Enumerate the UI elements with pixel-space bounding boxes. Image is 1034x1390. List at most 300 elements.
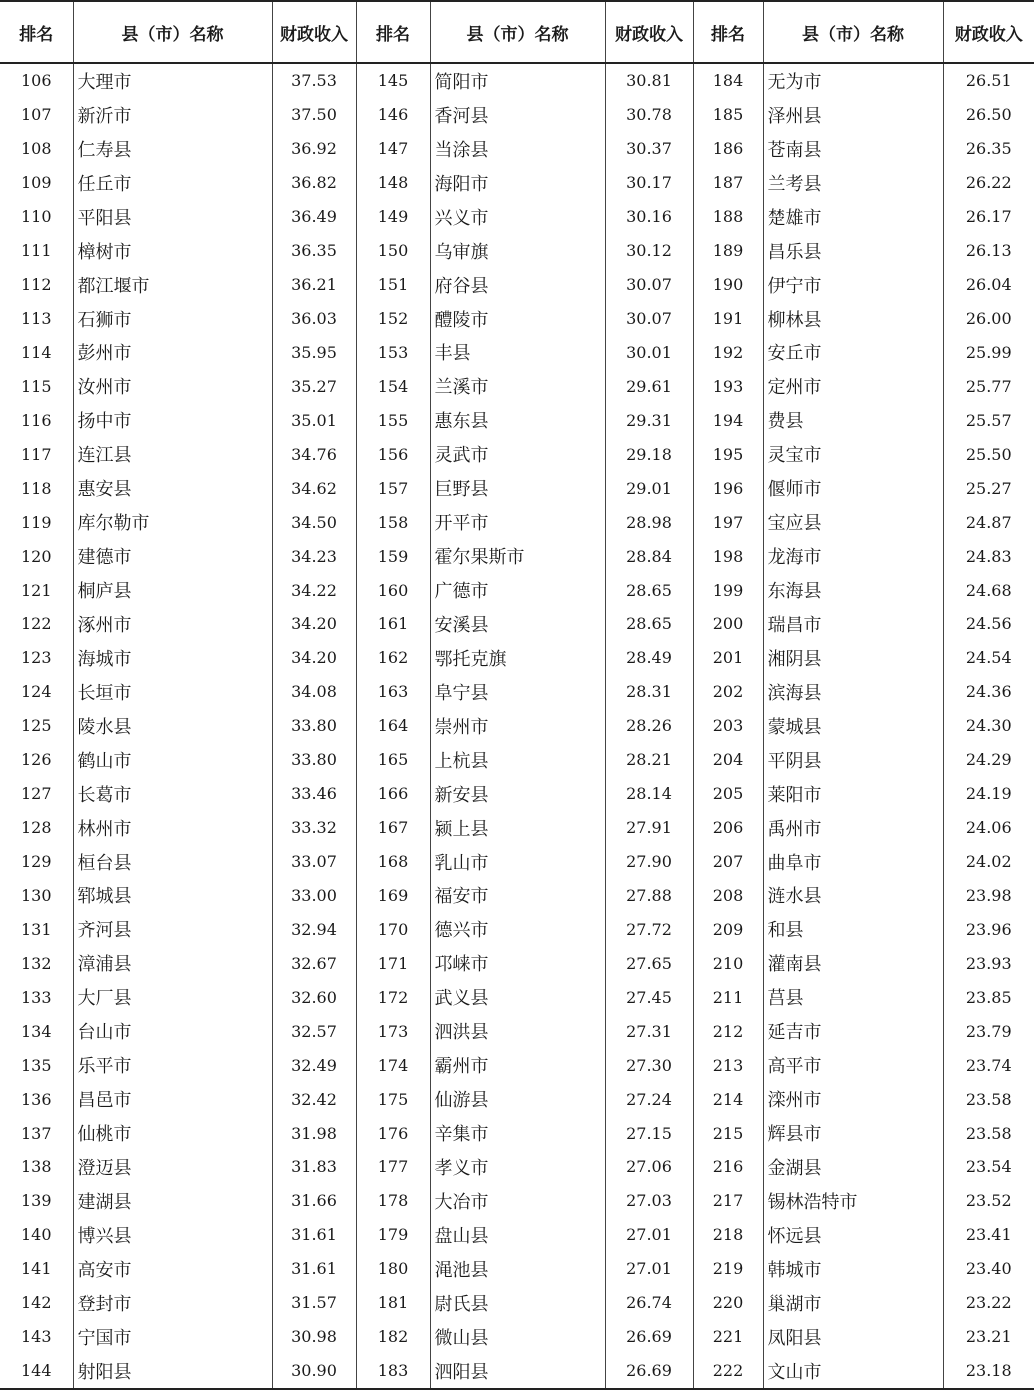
table-row — [0, 437, 1034, 471]
revenue-cell: 25.50 — [965, 444, 1012, 464]
revenue-cell: 28.26 — [605, 709, 693, 743]
revenue-cell: 35.95 — [272, 336, 356, 370]
revenue-cell: 31.57 — [272, 1286, 356, 1320]
county-name-cell: 辛集市 — [430, 1116, 605, 1150]
revenue-cell: 35.27 — [272, 369, 356, 403]
county-name-cell: 和县 — [763, 912, 943, 946]
revenue-cell: 26.74 — [605, 1286, 693, 1320]
revenue-cell: 29.61 — [605, 369, 693, 403]
revenue-cell: 33.00 — [272, 879, 356, 913]
revenue-cell: 32.57 — [272, 1014, 356, 1048]
county-name-cell: 盘山县 — [430, 1218, 605, 1252]
rank-cell: 147 — [356, 132, 430, 166]
county-name-cell: 长垣市 — [73, 675, 272, 709]
revenue-cell: 24.02 — [965, 852, 1012, 872]
county-name-cell: 新沂市 — [73, 98, 272, 132]
county-name-cell: 蒙城县 — [763, 709, 943, 743]
revenue-cell: 26.69 — [605, 1320, 693, 1354]
revenue-cell: 37.50 — [272, 98, 356, 132]
rank-cell: 220 — [693, 1286, 763, 1320]
rank-cell: 209 — [693, 912, 763, 946]
county-name-cell: 锡林浩特市 — [763, 1184, 943, 1218]
county-name-cell: 樟树市 — [73, 234, 272, 268]
revenue-cell: 23.93 — [965, 953, 1012, 973]
county-name-cell: 齐河县 — [73, 912, 272, 946]
revenue-cell: 28.31 — [605, 675, 693, 709]
rank-cell: 155 — [356, 403, 430, 437]
county-name-cell: 泽州县 — [763, 98, 943, 132]
revenue-cell: 27.31 — [605, 1014, 693, 1048]
revenue-cell: 34.76 — [272, 437, 356, 471]
county-name-cell: 涿州市 — [73, 607, 272, 641]
rank-cell: 154 — [356, 369, 430, 403]
revenue-cell: 25.99 — [965, 342, 1012, 362]
revenue-cell: 34.62 — [272, 471, 356, 505]
revenue-cell: 33.80 — [272, 743, 356, 777]
county-name-cell: 泗阳县 — [430, 1354, 605, 1389]
rank-cell: 182 — [356, 1320, 430, 1354]
rank-cell: 201 — [693, 641, 763, 675]
rank-cell: 164 — [356, 709, 430, 743]
revenue-cell: 34.23 — [272, 539, 356, 573]
rank-cell: 211 — [693, 980, 763, 1014]
county-name-cell: 邛崃市 — [430, 946, 605, 980]
county-name-cell: 大理市 — [73, 63, 272, 98]
rank-cell: 132 — [0, 946, 73, 980]
revenue-cell: 25.77 — [965, 376, 1012, 396]
header-rank: 排名 — [693, 1, 763, 63]
revenue-cell: 24.29 — [965, 750, 1012, 770]
rank-cell: 159 — [356, 539, 430, 573]
rank-cell: 122 — [0, 607, 73, 641]
county-name-cell: 莱阳市 — [763, 777, 943, 811]
table-row — [0, 777, 1034, 811]
rank-cell: 123 — [0, 641, 73, 675]
county-name-cell: 府谷县 — [430, 268, 605, 302]
county-name-cell: 都江堰市 — [73, 268, 272, 302]
county-name-cell: 文山市 — [763, 1354, 943, 1389]
rank-cell: 204 — [693, 743, 763, 777]
revenue-cell: 26.50 — [965, 105, 1012, 125]
rank-cell: 138 — [0, 1150, 73, 1184]
county-name-cell: 桐庐县 — [73, 573, 272, 607]
revenue-cell: 33.07 — [272, 845, 356, 879]
county-name-cell: 颍上县 — [430, 811, 605, 845]
revenue-cell: 23.52 — [965, 1191, 1012, 1211]
county-name-cell: 惠东县 — [430, 403, 605, 437]
revenue-cell: 30.37 — [605, 132, 693, 166]
rank-cell: 143 — [0, 1320, 73, 1354]
county-name-cell: 广德市 — [430, 573, 605, 607]
county-name-cell: 武义县 — [430, 980, 605, 1014]
rank-cell: 219 — [693, 1252, 763, 1286]
revenue-cell: 30.78 — [605, 98, 693, 132]
revenue-cell: 26.69 — [605, 1354, 693, 1389]
header-county-name: 县（市）名称 — [430, 1, 605, 63]
county-name-cell: 曲阜市 — [763, 845, 943, 879]
county-name-cell: 辉县市 — [763, 1116, 943, 1150]
revenue-cell: 36.92 — [272, 132, 356, 166]
revenue-cell: 31.61 — [272, 1252, 356, 1286]
revenue-cell: 26.04 — [965, 275, 1012, 295]
rank-cell: 169 — [356, 879, 430, 913]
revenue-cell: 32.49 — [272, 1048, 356, 1082]
county-name-cell: 桓台县 — [73, 845, 272, 879]
rank-cell: 137 — [0, 1116, 73, 1150]
revenue-cell: 24.19 — [965, 784, 1012, 804]
table-row — [0, 1218, 1034, 1252]
revenue-cell: 26.22 — [965, 173, 1012, 193]
county-name-cell: 定州市 — [763, 369, 943, 403]
county-name-cell: 林州市 — [73, 811, 272, 845]
revenue-cell: 27.88 — [605, 879, 693, 913]
revenue-cell: 34.20 — [272, 607, 356, 641]
table-row — [0, 403, 1034, 437]
table-body — [0, 63, 1034, 1389]
revenue-cell: 31.66 — [272, 1184, 356, 1218]
rank-cell: 170 — [356, 912, 430, 946]
rank-cell: 135 — [0, 1048, 73, 1082]
rank-cell: 222 — [693, 1354, 763, 1389]
rank-cell: 183 — [356, 1354, 430, 1389]
revenue-cell: 30.16 — [605, 200, 693, 234]
county-name-cell: 阜宁县 — [430, 675, 605, 709]
county-name-cell: 鹤山市 — [73, 743, 272, 777]
table-row — [0, 1048, 1034, 1082]
rank-cell: 142 — [0, 1286, 73, 1320]
county-name-cell: 渑池县 — [430, 1252, 605, 1286]
table-header — [0, 1, 1034, 63]
county-name-cell: 安溪县 — [430, 607, 605, 641]
revenue-cell: 26.00 — [965, 309, 1012, 329]
revenue-cell: 27.24 — [605, 1082, 693, 1116]
county-name-cell: 福安市 — [430, 879, 605, 913]
county-name-cell: 仙游县 — [430, 1082, 605, 1116]
rank-cell: 172 — [356, 980, 430, 1014]
county-name-cell: 射阳县 — [73, 1354, 272, 1389]
revenue-cell: 27.91 — [605, 811, 693, 845]
table-row — [0, 1150, 1034, 1184]
rank-cell: 157 — [356, 471, 430, 505]
county-name-cell: 登封市 — [73, 1286, 272, 1320]
rank-cell: 128 — [0, 811, 73, 845]
rank-cell: 112 — [0, 268, 73, 302]
table-row — [0, 1082, 1034, 1116]
county-name-cell: 汝州市 — [73, 369, 272, 403]
rank-cell: 203 — [693, 709, 763, 743]
rank-cell: 156 — [356, 437, 430, 471]
rank-cell: 184 — [693, 63, 763, 98]
rank-cell: 192 — [693, 336, 763, 370]
county-name-cell: 海阳市 — [430, 166, 605, 200]
county-name-cell: 瑞昌市 — [763, 607, 943, 641]
revenue-cell: 28.98 — [605, 505, 693, 539]
rank-cell: 126 — [0, 743, 73, 777]
county-name-cell: 泗洪县 — [430, 1014, 605, 1048]
revenue-cell: 28.49 — [605, 641, 693, 675]
revenue-cell: 24.68 — [965, 580, 1012, 600]
table-row — [0, 1184, 1034, 1218]
rank-cell: 202 — [693, 675, 763, 709]
rank-cell: 151 — [356, 268, 430, 302]
county-name-cell: 安丘市 — [763, 336, 943, 370]
rank-cell: 152 — [356, 302, 430, 336]
county-name-cell: 霸州市 — [430, 1048, 605, 1082]
rank-cell: 212 — [693, 1014, 763, 1048]
revenue-cell: 23.40 — [965, 1259, 1012, 1279]
rank-cell: 141 — [0, 1252, 73, 1286]
revenue-cell: 32.94 — [272, 912, 356, 946]
rank-cell: 217 — [693, 1184, 763, 1218]
county-name-cell: 灌南县 — [763, 946, 943, 980]
revenue-cell: 27.72 — [605, 912, 693, 946]
table-row — [0, 132, 1034, 166]
county-name-cell: 彭州市 — [73, 336, 272, 370]
revenue-cell: 27.90 — [605, 845, 693, 879]
rank-cell: 187 — [693, 166, 763, 200]
county-name-cell: 莒县 — [763, 980, 943, 1014]
rank-cell: 146 — [356, 98, 430, 132]
revenue-cell: 30.07 — [605, 302, 693, 336]
rank-cell: 120 — [0, 539, 73, 573]
revenue-cell: 25.27 — [965, 478, 1012, 498]
rank-cell: 139 — [0, 1184, 73, 1218]
revenue-cell: 28.21 — [605, 743, 693, 777]
rank-cell: 114 — [0, 336, 73, 370]
revenue-cell: 23.54 — [965, 1157, 1012, 1177]
revenue-cell: 29.18 — [605, 437, 693, 471]
table-row — [0, 505, 1034, 539]
rank-cell: 158 — [356, 505, 430, 539]
rank-cell: 108 — [0, 132, 73, 166]
rank-cell: 206 — [693, 811, 763, 845]
table-row — [0, 709, 1034, 743]
table-row — [0, 302, 1034, 336]
revenue-cell: 36.82 — [272, 166, 356, 200]
rank-cell: 173 — [356, 1014, 430, 1048]
rank-cell: 197 — [693, 505, 763, 539]
revenue-cell: 30.17 — [605, 166, 693, 200]
revenue-cell: 23.98 — [965, 885, 1012, 905]
county-name-cell: 海城市 — [73, 641, 272, 675]
revenue-cell: 34.20 — [272, 641, 356, 675]
table-row — [0, 98, 1034, 132]
county-name-cell: 孝义市 — [430, 1150, 605, 1184]
county-name-cell: 滨海县 — [763, 675, 943, 709]
rank-cell: 117 — [0, 437, 73, 471]
revenue-cell: 31.61 — [272, 1218, 356, 1252]
table-row — [0, 471, 1034, 505]
revenue-cell: 26.13 — [965, 241, 1012, 261]
county-name-cell: 博兴县 — [73, 1218, 272, 1252]
revenue-cell: 30.81 — [605, 63, 693, 98]
rank-cell: 125 — [0, 709, 73, 743]
county-name-cell: 延吉市 — [763, 1014, 943, 1048]
rank-cell: 116 — [0, 403, 73, 437]
revenue-cell: 27.30 — [605, 1048, 693, 1082]
county-name-cell: 当涂县 — [430, 132, 605, 166]
table-row — [0, 980, 1034, 1014]
county-name-cell: 大厂县 — [73, 980, 272, 1014]
revenue-cell: 34.22 — [272, 573, 356, 607]
rank-cell: 218 — [693, 1218, 763, 1252]
county-name-cell: 禹州市 — [763, 811, 943, 845]
revenue-cell: 37.53 — [272, 63, 356, 98]
revenue-cell: 28.84 — [605, 539, 693, 573]
revenue-cell: 36.35 — [272, 234, 356, 268]
county-name-cell: 丰县 — [430, 336, 605, 370]
rank-cell: 186 — [693, 132, 763, 166]
revenue-cell: 24.56 — [965, 614, 1012, 634]
header-revenue: 财政收入 — [605, 1, 693, 63]
county-name-cell: 费县 — [763, 403, 943, 437]
revenue-cell: 35.01 — [272, 403, 356, 437]
county-name-cell: 乳山市 — [430, 845, 605, 879]
rank-cell: 166 — [356, 777, 430, 811]
county-name-cell: 惠安县 — [73, 471, 272, 505]
rank-cell: 131 — [0, 912, 73, 946]
rank-cell: 205 — [693, 777, 763, 811]
revenue-cell: 23.96 — [965, 919, 1012, 939]
county-name-cell: 苍南县 — [763, 132, 943, 166]
county-name-cell: 伊宁市 — [763, 268, 943, 302]
revenue-cell: 23.85 — [965, 987, 1012, 1007]
county-name-cell: 长葛市 — [73, 777, 272, 811]
county-name-cell: 东海县 — [763, 573, 943, 607]
rank-cell: 109 — [0, 166, 73, 200]
county-name-cell: 仁寿县 — [73, 132, 272, 166]
county-name-cell: 凤阳县 — [763, 1320, 943, 1354]
table-row — [0, 1252, 1034, 1286]
rank-cell: 185 — [693, 98, 763, 132]
rank-cell: 106 — [0, 63, 73, 98]
county-name-cell: 滦州市 — [763, 1082, 943, 1116]
county-name-cell: 简阳市 — [430, 63, 605, 98]
revenue-cell: 29.31 — [605, 403, 693, 437]
revenue-cell: 34.08 — [272, 675, 356, 709]
rank-cell: 199 — [693, 573, 763, 607]
revenue-cell: 31.83 — [272, 1150, 356, 1184]
county-name-cell: 乌审旗 — [430, 234, 605, 268]
county-name-cell: 兰考县 — [763, 166, 943, 200]
county-name-cell: 大冶市 — [430, 1184, 605, 1218]
county-name-cell: 开平市 — [430, 505, 605, 539]
rank-cell: 195 — [693, 437, 763, 471]
table-row — [0, 573, 1034, 607]
header-county-name: 县（市）名称 — [73, 1, 272, 63]
county-name-cell: 漳浦县 — [73, 946, 272, 980]
revenue-cell: 34.50 — [272, 505, 356, 539]
rank-cell: 190 — [693, 268, 763, 302]
revenue-cell: 27.01 — [605, 1218, 693, 1252]
rank-cell: 165 — [356, 743, 430, 777]
rank-cell: 178 — [356, 1184, 430, 1218]
table-row — [0, 234, 1034, 268]
rank-cell: 134 — [0, 1014, 73, 1048]
revenue-cell: 32.60 — [272, 980, 356, 1014]
county-name-cell: 郓城县 — [73, 879, 272, 913]
county-name-cell: 连江县 — [73, 437, 272, 471]
revenue-cell: 27.15 — [605, 1116, 693, 1150]
rank-cell: 161 — [356, 607, 430, 641]
revenue-cell: 33.80 — [272, 709, 356, 743]
revenue-cell: 23.58 — [965, 1123, 1012, 1143]
table-row — [0, 200, 1034, 234]
table-row — [0, 268, 1034, 302]
revenue-cell: 23.21 — [965, 1327, 1012, 1347]
county-name-cell: 平阴县 — [763, 743, 943, 777]
revenue-cell: 36.21 — [272, 268, 356, 302]
rank-cell: 149 — [356, 200, 430, 234]
county-name-cell: 陵水县 — [73, 709, 272, 743]
rank-cell: 174 — [356, 1048, 430, 1082]
table-row — [0, 166, 1034, 200]
rank-cell: 160 — [356, 573, 430, 607]
county-name-cell: 韩城市 — [763, 1252, 943, 1286]
table-row — [0, 641, 1034, 675]
county-name-cell: 金湖县 — [763, 1150, 943, 1184]
revenue-cell: 27.03 — [605, 1184, 693, 1218]
rank-cell: 191 — [693, 302, 763, 336]
rank-cell: 144 — [0, 1354, 73, 1389]
revenue-cell: 26.35 — [965, 139, 1012, 159]
revenue-cell: 24.87 — [965, 512, 1012, 532]
county-name-cell: 灵武市 — [430, 437, 605, 471]
county-name-cell: 巨野县 — [430, 471, 605, 505]
revenue-cell: 29.01 — [605, 471, 693, 505]
county-name-cell: 仙桃市 — [73, 1116, 272, 1150]
revenue-cell: 30.01 — [605, 336, 693, 370]
rank-cell: 118 — [0, 471, 73, 505]
county-name-cell: 建德市 — [73, 539, 272, 573]
revenue-cell: 23.74 — [965, 1055, 1012, 1075]
rank-cell: 207 — [693, 845, 763, 879]
table-row — [0, 912, 1034, 946]
rank-cell: 168 — [356, 845, 430, 879]
table-row — [0, 1354, 1034, 1389]
revenue-cell: 23.58 — [965, 1089, 1012, 1109]
rank-cell: 115 — [0, 369, 73, 403]
header-county-name: 县（市）名称 — [763, 1, 943, 63]
county-name-cell: 龙海市 — [763, 539, 943, 573]
table-row — [0, 1116, 1034, 1150]
rank-cell: 148 — [356, 166, 430, 200]
rank-cell: 167 — [356, 811, 430, 845]
rank-cell: 200 — [693, 607, 763, 641]
county-name-cell: 涟水县 — [763, 879, 943, 913]
revenue-cell: 27.01 — [605, 1252, 693, 1286]
county-name-cell: 昌邑市 — [73, 1082, 272, 1116]
county-name-cell: 灵宝市 — [763, 437, 943, 471]
county-name-cell: 无为市 — [763, 63, 943, 98]
revenue-cell: 23.18 — [943, 1354, 1034, 1389]
rank-cell: 124 — [0, 675, 73, 709]
rank-cell: 129 — [0, 845, 73, 879]
table-row — [0, 743, 1034, 777]
rank-cell: 153 — [356, 336, 430, 370]
rank-cell: 107 — [0, 98, 73, 132]
county-name-cell: 上杭县 — [430, 743, 605, 777]
county-name-cell: 偃师市 — [763, 471, 943, 505]
revenue-cell: 24.06 — [965, 818, 1012, 838]
county-name-cell: 建湖县 — [73, 1184, 272, 1218]
rank-cell: 150 — [356, 234, 430, 268]
county-name-cell: 宝应县 — [763, 505, 943, 539]
county-name-cell: 石狮市 — [73, 302, 272, 336]
revenue-cell: 31.98 — [272, 1116, 356, 1150]
revenue-cell: 33.32 — [272, 811, 356, 845]
county-name-cell: 高平市 — [763, 1048, 943, 1082]
